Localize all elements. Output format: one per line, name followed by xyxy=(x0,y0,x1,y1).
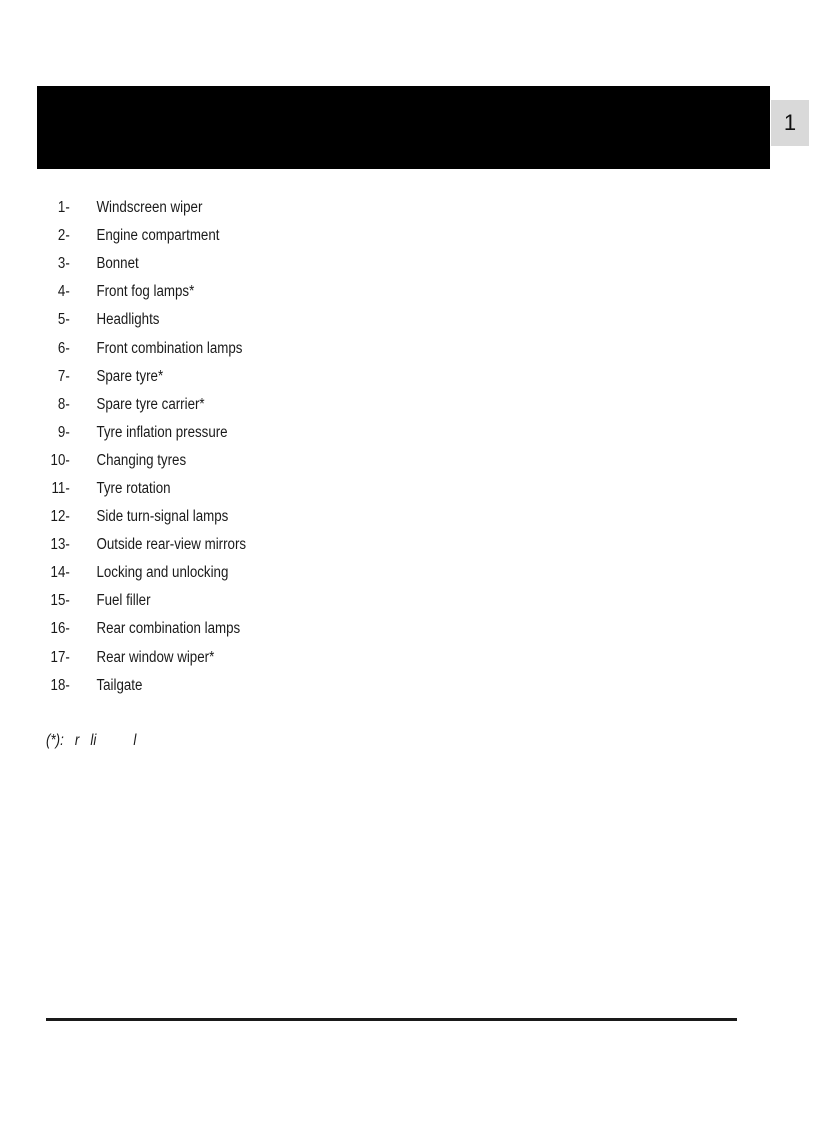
legend-item xyxy=(44,531,246,559)
legend-label: Bonnet xyxy=(96,255,139,273)
legend-label: Fuel filler xyxy=(96,592,151,610)
legend-number: 10- xyxy=(50,451,70,469)
legend-item xyxy=(44,587,246,615)
legend-item xyxy=(44,419,246,447)
legend-number: 4- xyxy=(57,283,70,301)
legend-item xyxy=(44,391,246,419)
legend-label: Tailgate xyxy=(96,676,143,694)
legend-number: 15- xyxy=(50,592,70,610)
legend-label: Windscreen wiper xyxy=(96,199,203,217)
legend-number: 11- xyxy=(51,479,70,497)
legend-number: 14- xyxy=(50,564,70,582)
legend-number: 1- xyxy=(57,199,70,217)
legend-item xyxy=(44,278,246,306)
legend-item xyxy=(44,306,246,334)
legend-number: 7- xyxy=(57,367,70,385)
legend-number: 9- xyxy=(57,423,70,441)
legend-label: Side turn-signal lamps xyxy=(96,508,229,526)
legend-item xyxy=(44,615,246,643)
legend-number: 3- xyxy=(57,255,70,273)
legend-label: Changing tyres xyxy=(96,451,187,469)
legend-label: Front combination lamps xyxy=(96,339,243,357)
legend-item xyxy=(44,363,246,391)
footer-rule xyxy=(46,1018,737,1021)
legend-item xyxy=(44,559,246,587)
legend-list xyxy=(44,194,279,700)
legend-item xyxy=(44,222,246,250)
legend-number: 16- xyxy=(50,620,70,638)
legend-item xyxy=(44,250,246,278)
legend-item xyxy=(44,672,246,700)
legend-label: Outside rear-view mirrors xyxy=(96,536,247,554)
footnote: (*): r li l xyxy=(46,732,137,749)
legend-number: 2- xyxy=(57,227,70,245)
legend-label: Spare tyre carrier* xyxy=(96,395,205,413)
chapter-tab: 1 xyxy=(771,100,809,146)
legend-label: Rear combination lamps xyxy=(96,620,241,638)
legend-item xyxy=(44,475,246,503)
legend-item xyxy=(44,334,246,362)
legend-item xyxy=(44,447,246,475)
legend-number: 18- xyxy=(50,676,70,694)
header-bar xyxy=(37,86,770,169)
legend-item xyxy=(44,194,246,222)
legend-number: 12- xyxy=(50,508,70,526)
legend-number: 17- xyxy=(50,648,70,666)
legend-label: Front fog lamps* xyxy=(96,283,195,301)
legend-number: 6- xyxy=(57,339,70,357)
legend-item xyxy=(44,503,246,531)
legend-label: Tyre rotation xyxy=(96,479,171,497)
legend-item xyxy=(44,644,246,672)
legend-number: 8- xyxy=(57,395,70,413)
legend-label: Locking and unlocking xyxy=(96,564,229,582)
legend-label: Engine compartment xyxy=(96,227,220,245)
legend-label: Rear window wiper* xyxy=(96,648,215,666)
legend-number: 13- xyxy=(50,536,70,554)
legend-label: Headlights xyxy=(96,311,160,329)
legend-label: Tyre inflation pressure xyxy=(96,423,228,441)
legend-label: Spare tyre* xyxy=(96,367,164,385)
legend-number: 5- xyxy=(57,311,70,329)
